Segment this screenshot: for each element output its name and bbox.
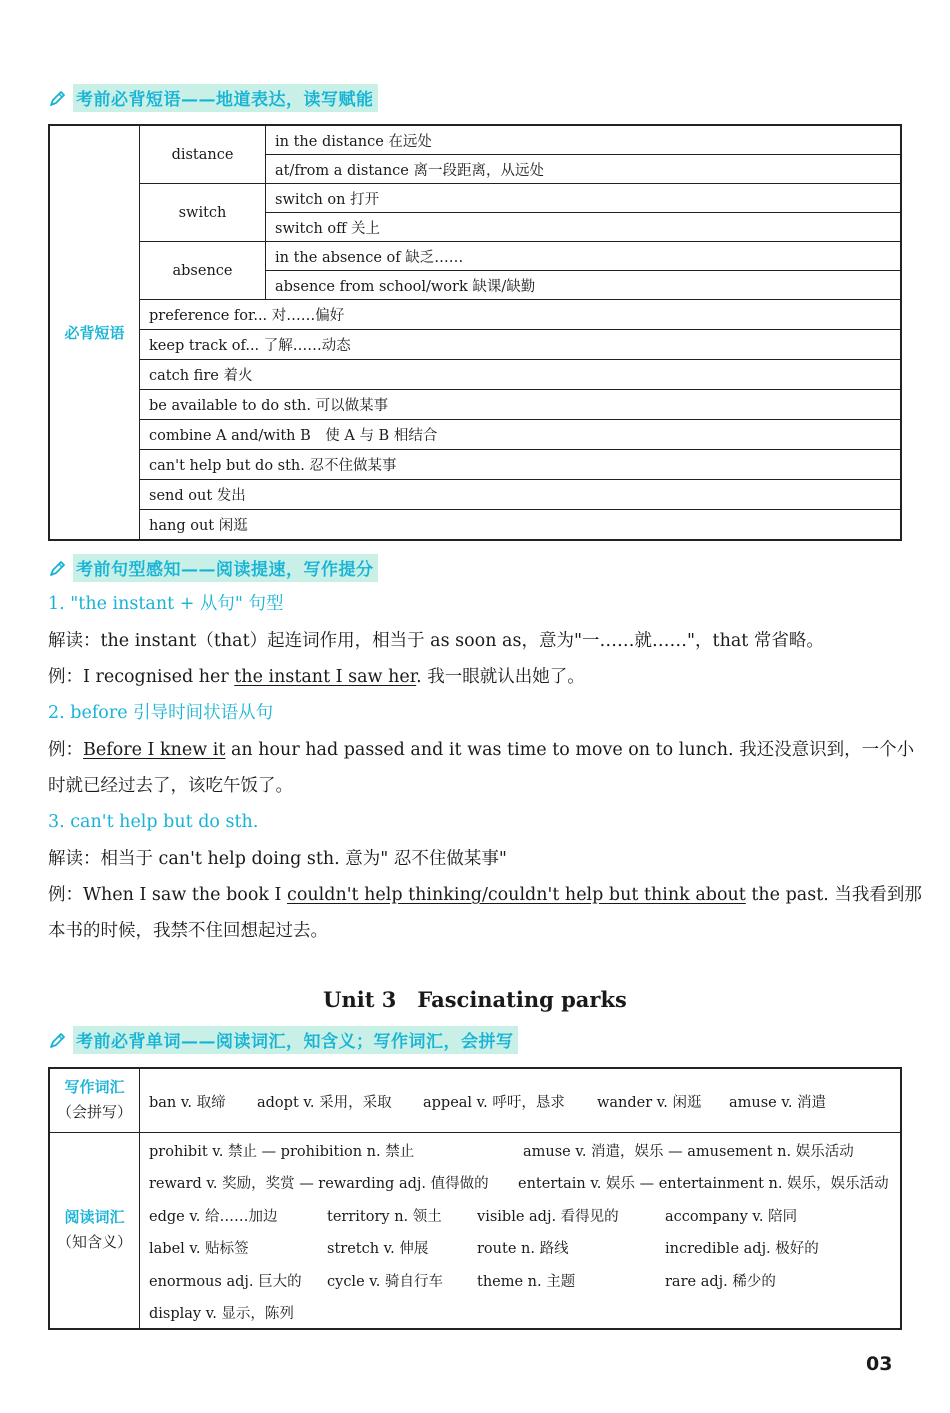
- pattern-2-example-cont: 时就已经过去了，该吃午饭了。: [48, 776, 293, 796]
- vocab-word: stretch v. 伸展: [327, 1241, 429, 1257]
- unit-title: Unit 3 Fascinating parks: [323, 987, 627, 1012]
- phrase-item: preference for... 对……偏好: [140, 300, 902, 330]
- pattern-3-example-cont: 本书的时候，我禁不住回想起过去。: [48, 921, 328, 941]
- vocab-word: theme n. 主题: [477, 1273, 576, 1290]
- phrase-word: absence: [140, 242, 266, 300]
- phrases-category: 必背短语: [49, 125, 140, 540]
- pattern-3-example: 例：When I saw the book I couldn't help thinking/couldn't help but think about the past. 当我看到那: [48, 885, 922, 905]
- vocab-word: incredible adj. 极好的: [665, 1241, 819, 1257]
- phrases-table: [48, 124, 902, 541]
- pencil-icon: [48, 558, 68, 578]
- phrase-item: switch off 关上: [266, 213, 902, 242]
- phrase-item: send out 发出: [140, 480, 902, 510]
- pencil-icon: [48, 88, 68, 108]
- vocab-word: reward v. 奖励，奖赏 — rewarding adj. 值得做的: [149, 1176, 489, 1192]
- vocab-word: edge v. 给……加边: [149, 1208, 278, 1225]
- pattern-3-explain: 解读：相当于 can't help doing sth. 意为" 忍不住做某事": [48, 849, 507, 869]
- vocab-word: prohibit v. 禁止 — prohibition n. 禁止: [149, 1143, 415, 1160]
- reading-vocab-category: 阅读词汇 （知含义）: [49, 1132, 140, 1329]
- vocab-word: amuse v. 消遣: [729, 1095, 827, 1111]
- vocab-word: appeal v. 呼吁，恳求: [423, 1095, 565, 1111]
- underlined-phrase: the instant I saw her: [234, 667, 417, 687]
- pattern-2-example: 例：Before I knew it an hour had passed and it was time to move on to lunch. 我还没意识到，一个小: [48, 740, 915, 760]
- phrase-item: absence from school/work 缺课/缺勤: [266, 271, 902, 300]
- pattern-1-title: 1. "the instant + 从句" 句型: [48, 594, 284, 614]
- phrase-word: distance: [140, 125, 266, 184]
- section-heading-text: 考前必背单词——阅读词汇，知含义；写作词汇，会拼写: [73, 1026, 518, 1054]
- vocab-word: entertain v. 娱乐 — entertainment n. 娱乐，娱乐活动: [518, 1176, 889, 1192]
- section-heading-text: 考前句型感知——阅读提速，写作提分: [73, 554, 378, 582]
- phrase-item: be available to do sth. 可以做某事: [140, 390, 902, 420]
- pattern-3-title: 3. can't help but do sth.: [48, 812, 259, 832]
- vocab-word: cycle v. 骑自行车: [327, 1273, 443, 1290]
- section-heading-patterns: [48, 555, 378, 581]
- section-heading-text: 考前必背短语——地道表达，读写赋能: [73, 84, 378, 112]
- underlined-phrase: Before I knew it: [83, 740, 226, 760]
- pencil-icon: [48, 1030, 68, 1050]
- phrase-item: can't help but do sth. 忍不住做某事: [140, 450, 902, 480]
- underlined-phrase: couldn't help thinking/couldn't help but think about: [287, 885, 746, 905]
- phrase-item: at/from a distance 离一段距离，从远处: [266, 155, 902, 184]
- vocab-word: amuse v. 消遣，娱乐 — amusement n. 娱乐活动: [523, 1143, 854, 1160]
- vocab-word: adopt v. 采用，采取: [257, 1095, 392, 1111]
- writing-vocab-words: [140, 1068, 902, 1132]
- phrase-item: combine A and/with B 使 A 与 B 相结合: [140, 420, 902, 450]
- vocab-word: display v. 显示，陈列: [149, 1306, 294, 1322]
- phrase-word: switch: [140, 184, 266, 242]
- writing-vocab-category: 写作词汇 （会拼写）: [49, 1068, 140, 1132]
- page-number: 03: [866, 1353, 893, 1375]
- phrase-item: catch fire 着火: [140, 360, 902, 390]
- reading-vocab-words: [140, 1132, 902, 1329]
- phrase-item: hang out 闲逛: [140, 510, 902, 541]
- phrase-item: in the absence of 缺乏……: [266, 242, 902, 271]
- section-heading-vocab: [48, 1027, 518, 1053]
- pattern-2-title: 2. before 引导时间状语从句: [48, 703, 274, 723]
- vocab-word: rare adj. 稀少的: [665, 1273, 776, 1290]
- vocab-word: label v. 贴标签: [149, 1241, 249, 1257]
- phrase-item: keep track of... 了解……动态: [140, 330, 902, 360]
- vocab-word: visible adj. 看得见的: [477, 1208, 619, 1225]
- vocab-word: enormous adj. 巨大的: [149, 1273, 302, 1290]
- pattern-1-example: 例：I recognised her the instant I saw her. 我一眼就认出她了。: [48, 667, 585, 687]
- pattern-1-explain: 解读：the instant（that）起连词作用，相当于 as soon as，意为"一……就……"，that 常省略。: [48, 631, 824, 651]
- vocab-word: territory n. 领土: [327, 1208, 442, 1225]
- vocab-word: route n. 路线: [477, 1241, 569, 1257]
- vocab-word: accompany v. 陪同: [665, 1208, 798, 1225]
- phrase-item: switch on 打开: [266, 184, 902, 213]
- phrase-item: in the distance 在远处: [266, 125, 902, 155]
- vocab-table: [48, 1067, 902, 1330]
- vocab-word: wander v. 闲逛: [597, 1095, 702, 1111]
- section-heading-phrases: [48, 85, 378, 111]
- vocab-word: ban v. 取缔: [149, 1095, 226, 1111]
